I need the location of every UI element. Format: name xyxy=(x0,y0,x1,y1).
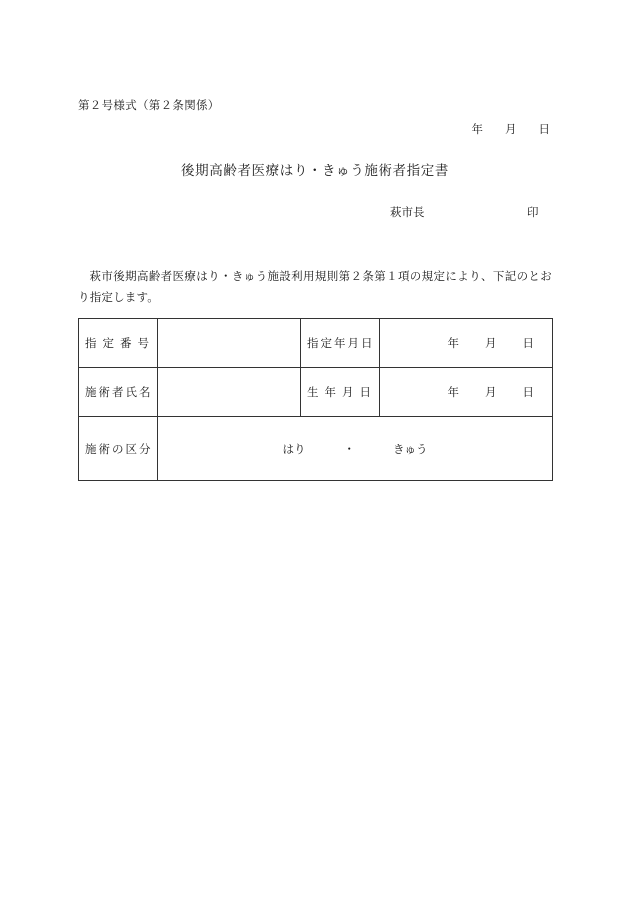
birth-date-month: 月 xyxy=(485,385,497,399)
designation-date-day: 日 xyxy=(522,336,534,350)
birth-date-label: 生年月日 xyxy=(301,368,380,417)
designation-date-label: 指定年月日 xyxy=(301,319,380,368)
designation-date-year: 年 xyxy=(447,336,459,350)
seal-mark: 印 xyxy=(527,205,539,219)
certificate-table xyxy=(78,318,553,481)
table-row xyxy=(79,417,553,481)
table-row xyxy=(79,368,553,417)
practitioner-name-label: 施術者氏名 xyxy=(79,368,158,417)
issue-date-month: 月 xyxy=(505,122,517,136)
issue-date-year: 年 xyxy=(471,122,483,136)
practitioner-name-field[interactable] xyxy=(158,368,301,417)
body-paragraph: 萩市後期高齢者医療はり・きゅう施設利用規則第２条第１項の規定により、下記のとおり指定します。 xyxy=(78,269,552,304)
treatment-type-field xyxy=(158,417,553,481)
issue-date-day: 日 xyxy=(538,122,550,136)
issuer-name: 萩市長 xyxy=(390,205,425,219)
designation-date-month: 月 xyxy=(485,336,497,350)
treatment-option-kyu[interactable]: きゅう xyxy=(393,441,428,456)
treatment-type-label: 施術の区分 xyxy=(79,417,158,481)
birth-date-field[interactable] xyxy=(380,368,553,417)
table-row xyxy=(79,319,553,368)
birth-date-year: 年 xyxy=(447,385,459,399)
designation-date-field[interactable] xyxy=(380,319,553,368)
form-number: 第２号様式（第２条関係） xyxy=(78,98,220,112)
issue-date xyxy=(472,121,551,137)
designation-number-label: 指定番号 xyxy=(79,319,158,368)
designation-number-field[interactable] xyxy=(158,319,301,368)
document-title: 後期高齢者医療はり・きゅう施術者指定書 xyxy=(181,163,449,179)
treatment-option-hari[interactable]: はり xyxy=(282,441,306,456)
birth-date-day: 日 xyxy=(522,385,534,399)
treatment-separator: ・ xyxy=(343,441,355,456)
